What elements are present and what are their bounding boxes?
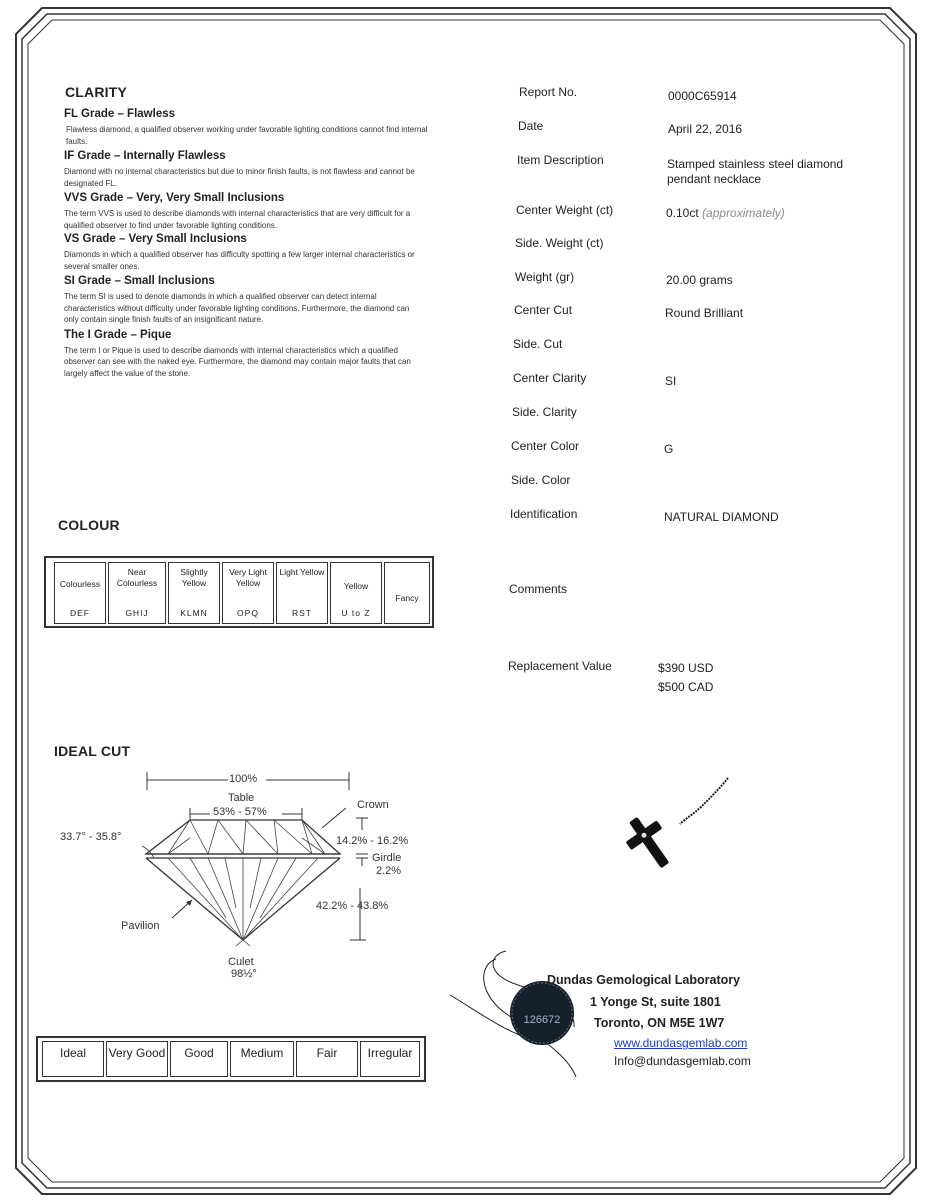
label-center-weight: Center Weight (ct) [516, 203, 614, 217]
colour-cell-near-colourless: Near Colourless GHIJ [108, 562, 166, 624]
value-center-clarity: SI [665, 374, 677, 388]
diagram-pavilion-depth: 42.2% - 43.8% [316, 900, 389, 912]
diagram-crown-angle: 33.7° - 35.8° [60, 831, 122, 843]
colour-title: COLOUR [58, 517, 120, 533]
colour-cell-slightly-yellow: Slightly Yellow KLMN [168, 562, 220, 624]
cut-grade-table [36, 1036, 426, 1082]
label-identification: Identification [510, 507, 578, 521]
label-side-weight: Side. Weight (ct) [515, 236, 604, 250]
signature-and-seal [448, 945, 598, 1085]
lab-address-line1: 1 Yonge St, suite 1801 [590, 995, 721, 1009]
cut-grade-good: Good [170, 1041, 228, 1077]
label-report-no: Report No. [519, 85, 578, 99]
pendant-photo [610, 770, 740, 880]
label-side-cut: Side. Cut [513, 337, 563, 351]
diagram-table-label: Table [228, 792, 255, 804]
diagram-crown-label: Crown [357, 799, 389, 811]
grade-text-vs: Diamonds in which a qualified observer has difficulty spotting a few larger internal characteristics or several smaller ones. [64, 250, 415, 271]
value-report-no: 0000C65914 [668, 89, 737, 103]
diagram-crown-height: 14.2% - 16.2% [336, 835, 409, 847]
colour-cell-very-light-yellow: Very Light Yellow OPQ [222, 562, 274, 624]
label-center-color: Center Color [511, 439, 580, 453]
grade-heading-if: IF Grade – Internally Flawless [64, 150, 226, 162]
grade-text-i: The term I or Pique is used to describe diamonds with internal characteristics which a qualified observer can see with the naked eye. Furthermore, the diamond may contain major faults that can largely affect the value of the stone. [64, 345, 411, 378]
label-side-color: Side. Color [511, 473, 571, 487]
label-comments: Comments [509, 582, 568, 596]
grade-text-if: Diamond with no internal characteristics but due to minor finish faults, is not flawless and cannot be designated FL. [64, 167, 415, 188]
lab-website-link[interactable]: www.dundasgemlab.com [614, 1036, 748, 1050]
grade-heading-vvs: VVS Grade – Very, Very Small Inclusions [64, 192, 285, 204]
value-identification: NATURAL DIAMOND [664, 510, 779, 524]
label-weight-gr: Weight (gr) [515, 270, 575, 284]
colour-scale-table [44, 556, 434, 628]
seal-number: 126672 [523, 1014, 561, 1026]
value-replacement-usd: $390 USD [658, 661, 714, 675]
diagram-culet-value: 98½° [231, 968, 257, 980]
diagram-girdle-label: Girdle [372, 852, 402, 864]
grade-heading-fl: FL Grade – Flawless [64, 108, 176, 120]
grade-heading-vs: VS Grade – Very Small Inclusions [64, 233, 247, 245]
label-date: Date [518, 119, 544, 133]
cut-grade-irregular: Irregular [360, 1041, 420, 1077]
value-center-color: G [664, 442, 674, 456]
grade-text-fl: Flawless diamond, a qualified observer working under favorable lighting conditions cannot find internal faults. [66, 125, 428, 146]
colour-cell-light-yellow: Light Yellow RST [276, 562, 328, 624]
lab-email[interactable]: Info@dundasgemlab.com [614, 1054, 751, 1068]
label-replacement-value: Replacement Value [508, 659, 612, 673]
diagram-culet-label: Culet [228, 956, 254, 968]
value-weight-gr: 20.00 grams [666, 273, 733, 287]
diagram-pavilion-label: Pavilion [121, 920, 160, 932]
grade-text-vvs: The term VVS is used to describe diamonds with internal characteristics that are very difficult for a qualified observer to find under favorable lighting conditions. [64, 209, 411, 230]
label-side-clarity: Side. Clarity [512, 405, 577, 419]
value-replacement-cad: $500 CAD [658, 680, 714, 694]
cut-grade-fair: Fair [296, 1041, 358, 1077]
center-weight-amount: 0.10ct [666, 206, 699, 220]
clarity-title: CLARITY [65, 84, 128, 100]
cut-grade-ideal: Ideal [42, 1041, 104, 1077]
lab-name: Dundas Gemological Laboratory [547, 973, 741, 987]
label-center-clarity: Center Clarity [513, 371, 587, 385]
label-item-description: Item Description [517, 153, 604, 167]
value-date: April 22, 2016 [668, 122, 743, 136]
clarity-grades [64, 108, 428, 379]
diagram-girdle-value: 2.2% [376, 865, 402, 877]
grade-heading-si: SI Grade – Small Inclusions [64, 275, 215, 287]
lab-address-line2: Toronto, ON M5E 1W7 [594, 1016, 725, 1030]
ideal-cut-title: IDEAL CUT [54, 743, 131, 759]
label-center-cut: Center Cut [514, 303, 573, 317]
colour-cell-colourless: Colourless DEF [54, 562, 106, 624]
grade-text-si: The term SI is used to denote diamonds in which a qualified observer can detect internal characteristics without difficulty under favorable lighting conditions. Furthermore, the diamond can only contain single finish faults of an insignificant nature. [64, 292, 410, 324]
cut-grade-medium: Medium [230, 1041, 294, 1077]
colour-cell-fancy: Fancy [384, 562, 430, 624]
grade-heading-i: The I Grade – Pique [64, 328, 172, 341]
value-center-weight [666, 206, 785, 221]
colour-cell-yellow: Yellow U to Z [330, 562, 382, 624]
value-item-description: Stamped stainless steel diamond pendant necklace [667, 157, 844, 186]
value-center-cut: Round Brilliant [665, 306, 744, 320]
diagram-table-range: 53% - 57% [213, 806, 267, 818]
diagram-width-label: 100% [229, 773, 258, 785]
cut-grade-very-good: Very Good [106, 1041, 168, 1077]
center-weight-note: (approximately) [702, 206, 785, 220]
